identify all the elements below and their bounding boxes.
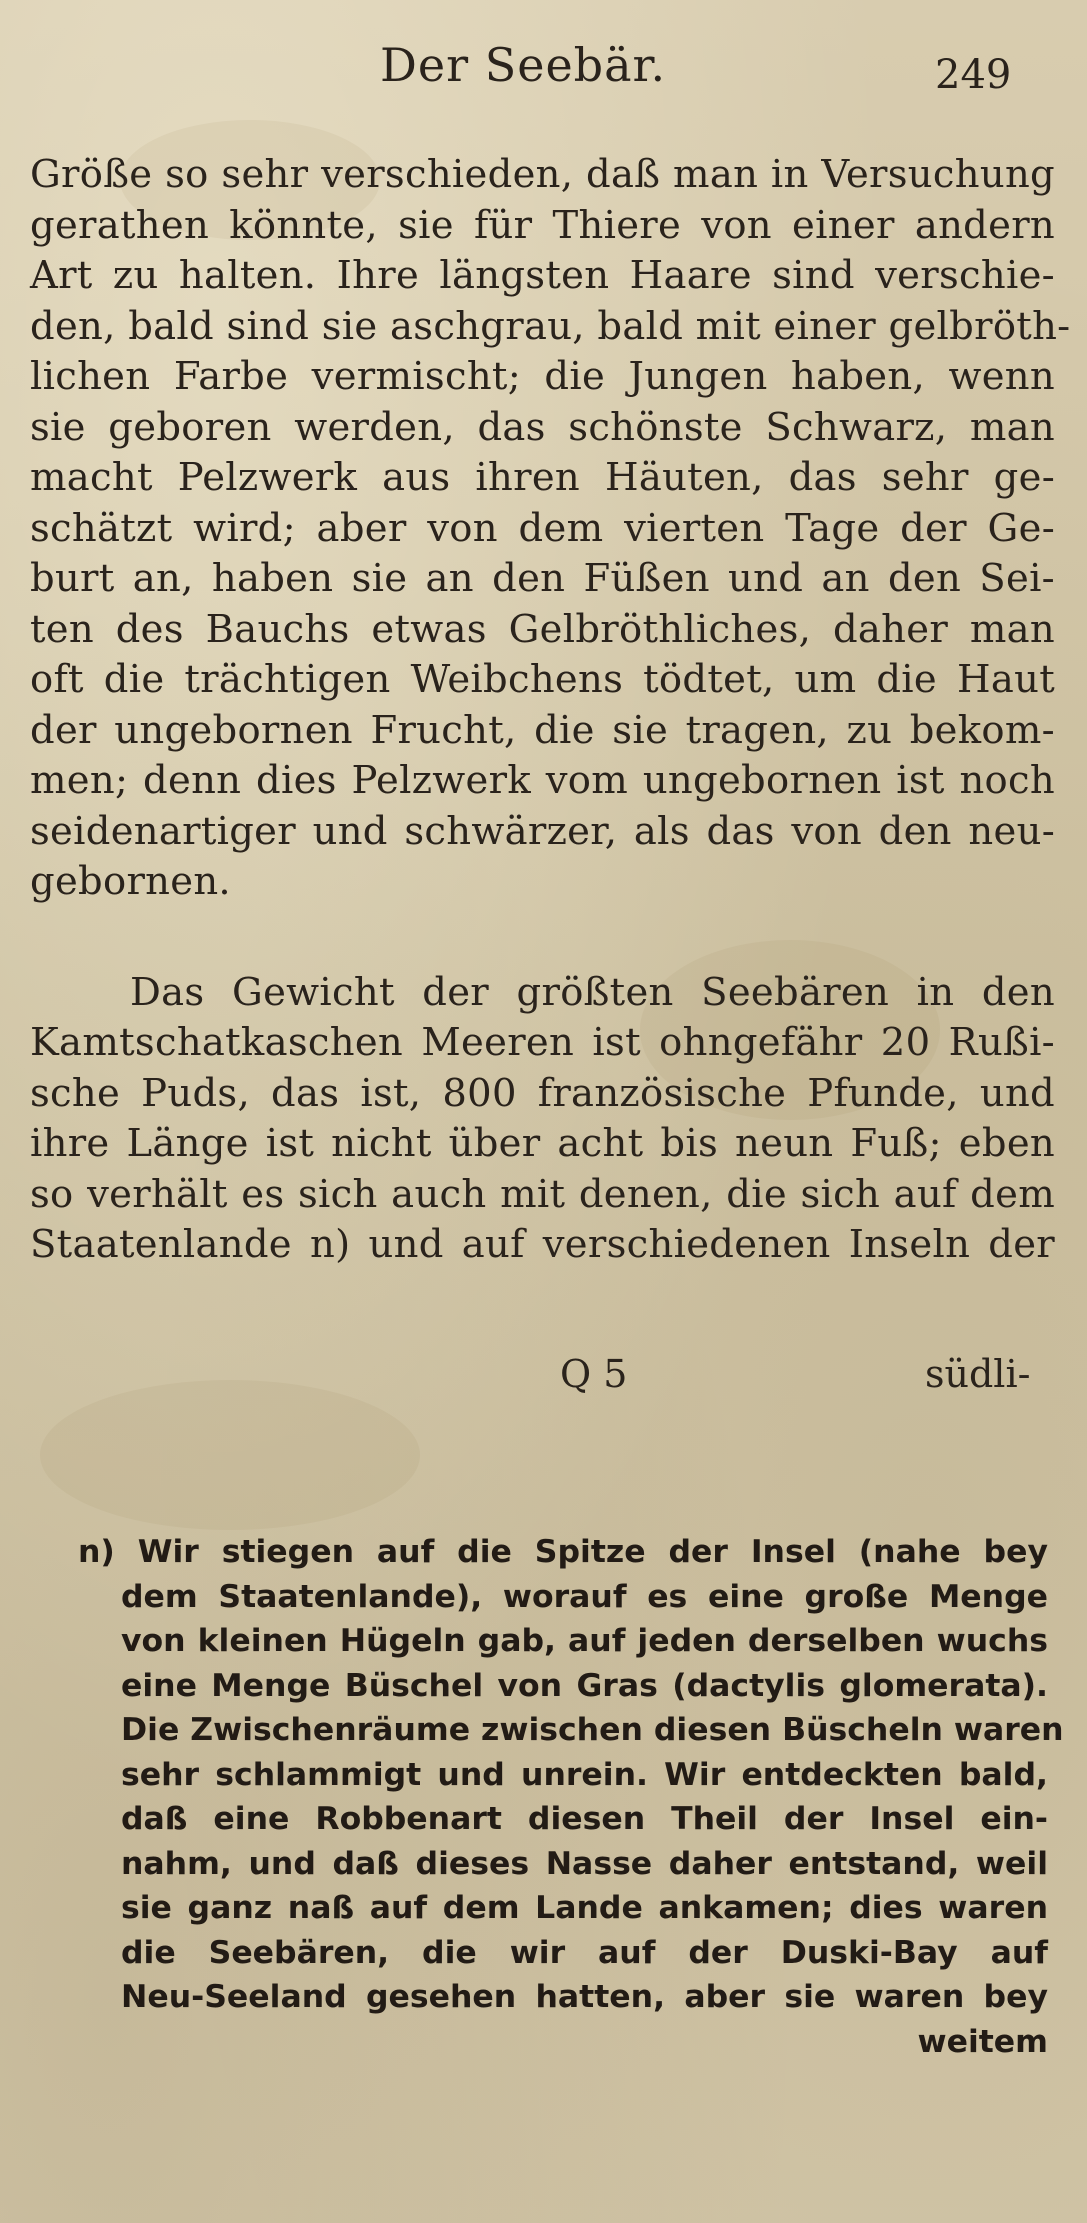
footnote [78,1530,1064,2064]
page-number: 249 [935,52,1012,98]
footnote-line: sehr schlammigt und unrein. Wir entdeckten bald, [121,1756,1048,1793]
footnote-line: sie ganz naß auf dem Lande ankamen; dies waren [121,1890,1048,1926]
text-line: so verhält es sich auch mit denen, die sich auf dem [30,1171,1055,1217]
text-line: gebornen. [30,859,231,904]
footnote-line: nahm, und daß dieses Nasse daher entstand, weil [121,1845,1048,1882]
text-line: sche Puds, das ist, 800 französische Pfunde, und [30,1070,1055,1116]
footnote-line: Neu-Seeland gesehen hatten, aber sie waren bey [121,1979,1048,2015]
footnote-line: von kleinen Hügeln gab, auf jeden derselben wuchs [121,1623,1048,1659]
text-line: sie geboren werden, das schönste Schwarz, man [30,404,1055,450]
footnote-catchword: weitem [917,2023,1048,2060]
text-line: burt an, haben sie an den Füßen und an den Sei- [30,556,1055,601]
catchword: südli- [925,1352,1031,1396]
text-line: gerathen könnte, sie für Thiere von einer andern [30,202,1055,248]
footnote-line: die Seebären, die wir auf der Duski-Bay auf [121,1934,1048,1971]
running-head [0,38,1087,108]
text-line: Art zu halten. Ihre längsten Haare sind verschie- [30,253,1055,298]
paragraph-2 [30,968,1055,1271]
text-line: Größe so sehr verschieden, daß man in Versuchung [30,152,1055,197]
text-line: Das Gewicht der größten Seebären in den [130,969,1055,1015]
footnote-line: Die Zwischenräume zwischen diesen Büscheln waren [121,1712,1064,1748]
text-line: ihre Länge ist nicht über acht bis neun Fuß; eben [30,1121,1055,1166]
text-line: Staatenlande n) und auf verschiedenen Inseln der [30,1222,1055,1267]
text-line: ten des Bauchs etwas Gelbröthliches, daher man [30,606,1055,652]
text-line: der ungebornen Frucht, die sie tragen, zu bekom- [30,707,1055,753]
footnote-line: daß eine Robbenart diesen Theil der Insel ein- [121,1801,1048,1837]
text-line: Kamtschatkaschen Meeren ist ohngefähr 20 Rußi- [30,1020,1055,1065]
footnote-line: n) Wir stiegen auf die Spitze der Insel (nahe bey [78,1534,1048,1570]
text-line: oft die trächtigen Weibchens tödtet, um die Haut [30,657,1055,702]
paragraph-gap [30,908,1055,968]
footnote-line: dem Staatenlande), worauf es eine große Menge [121,1578,1048,1615]
signature-mark: Q 5 [560,1352,628,1396]
paragraph-1 [30,150,1071,908]
running-title: Der Seebär. [380,38,667,92]
text-line: men; denn dies Pelzwerk vom ungebornen ist noch [30,758,1055,803]
text-line: den, bald sind sie aschgrau, bald mit einer gelbröth- [30,303,1071,349]
footnote-line: eine Menge Büschel von Gras (dactylis glomerata). [121,1667,1048,1704]
body-text [30,150,1071,1271]
text-line: schätzt wird; aber von dem vierten Tage der Ge- [30,505,1055,551]
text-line: macht Pelzwerk aus ihren Häuten, das sehr ge- [30,455,1055,500]
signature-catchword-row [0,1352,1087,1412]
text-line: seidenartiger und schwärzer, als das von den neu- [30,808,1055,854]
text-line: lichen Farbe vermischt; die Jungen haben, wenn [30,354,1055,399]
